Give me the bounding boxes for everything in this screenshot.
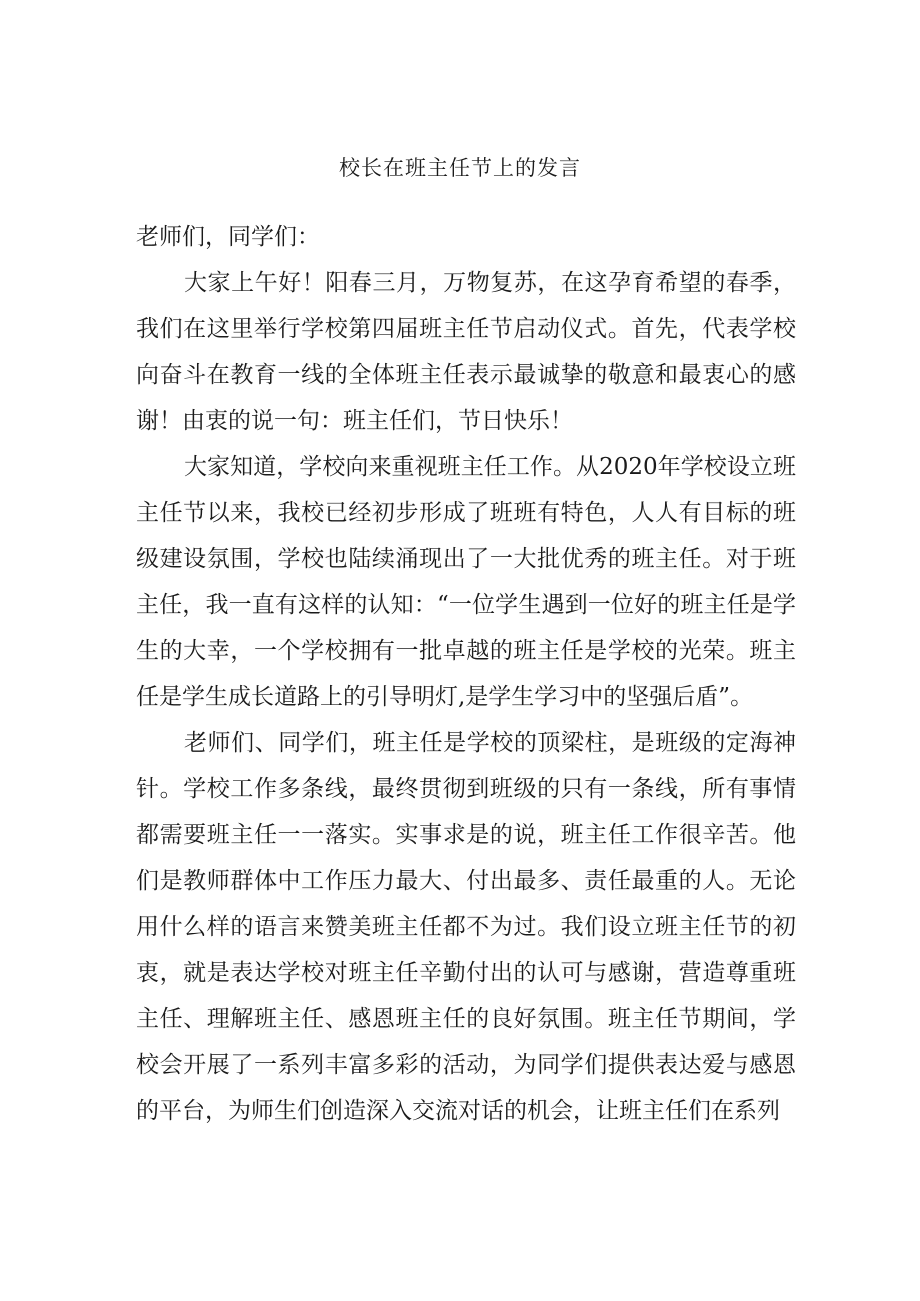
paragraph-greeting: 大家上午好！阳春三月，万物复苏，在这孕育希望的春季，我们在这里举行学校第四届班主任节启动仪式。首先，代表学校向奋斗在教育一线的全体班主任表示最诚挚的敬意和最衷心的感谢！由衷的说一句：班主任们，节日快乐！ [136, 270, 796, 434]
paragraph-history: 大家知道，学校向来重视班主任工作。从2020年学校设立班主任节以来，我校已经初步形成了班班有特色，人人有目标的班级建设氛围，学校也陆续涌现出了一大批优秀的班主任。对于班主任，我一直有这样的认知：“一位学生遇到一位好的班主任是学生的大幸，一个学校拥有一批卓越的班主任是学校的光荣。班主任是学生成长道路上的引导明灯,是学生学习中的坚强后盾”。 [136, 454, 796, 710]
document-title: 校长在班主任节上的发言 [339, 156, 581, 180]
document-body [136, 214, 796, 1134]
paragraph-importance: 老师们、同学们，班主任是学校的顶梁柱，是班级的定海神针。学校工作多条线，最终贯彻到班级的只有一条线，所有事情都需要班主任一一落实。实事求是的说，班主任工作很辛苦。他们是教师群体中工作压力最大、付出最多、责任最重的人。无论用什么样的语言来赞美班主任都不为过。我们设立班主任节的初衷，就是表达学校对班主任辛勤付出的认可与感谢，营造尊重班主任、理解班主任、感恩班主任的良好氛围。班主任节期间，学校会开展了一系列丰富多彩的活动，为同学们提供表达爱与感恩的平台，为师生们创造深入交流对话的机会，让班主任们在系列 [136, 730, 796, 1124]
salutation: 老师们，同学们： [136, 224, 320, 250]
